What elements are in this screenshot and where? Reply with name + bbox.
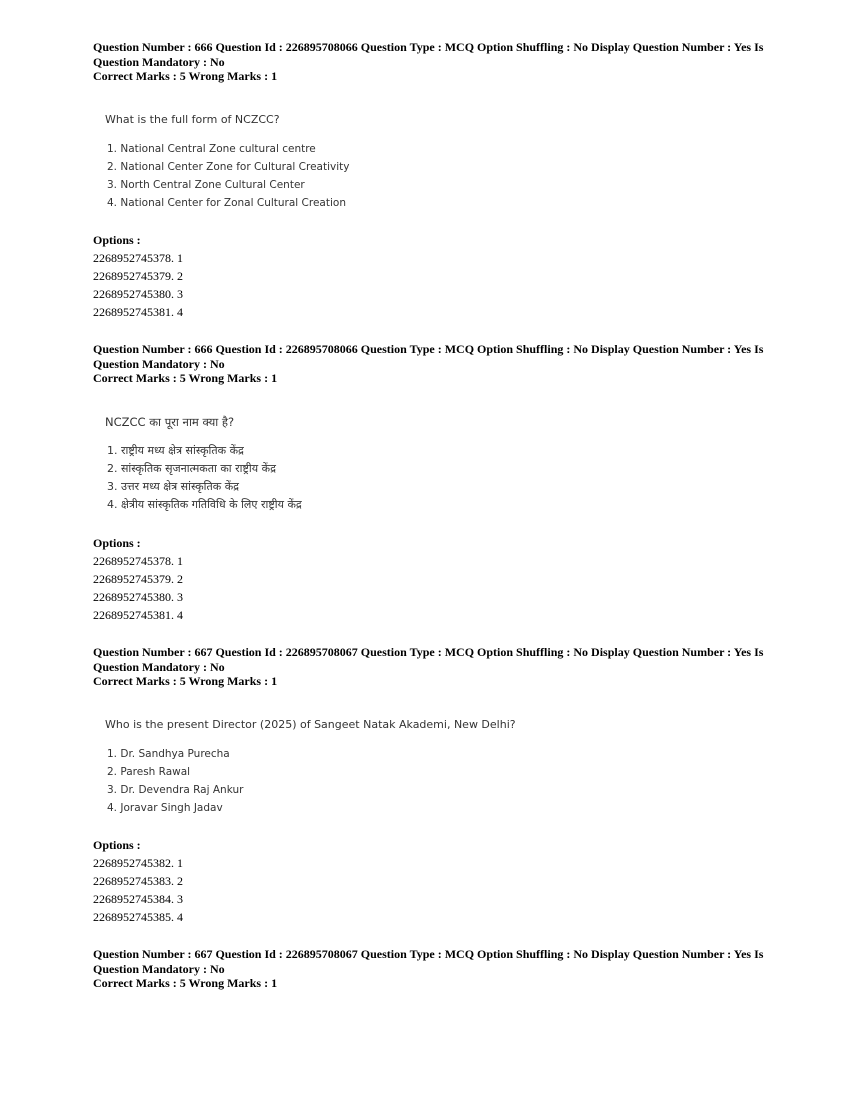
options-label: Options :	[93, 838, 141, 852]
question-header	[93, 342, 773, 386]
choice-item: 4. National Center for Zonal Cultural Creation	[107, 197, 346, 209]
question-meta-line: Question Number : 667 Question Id : 226895708067 Question Type : MCQ Option Shuffling : No Display Question Number : Yes Is	[93, 645, 764, 659]
question-header	[93, 947, 773, 991]
question-mandatory: Question Mandatory : No	[93, 356, 225, 371]
question-meta-line: Question Number : 667 Question Id : 226895708067 Question Type : MCQ Option Shuffling : No Display Question Number : Yes Is	[93, 947, 764, 961]
option-id: 2268952745385. 4	[93, 910, 183, 924]
question-choices	[105, 745, 725, 817]
options-label: Options :	[93, 233, 141, 247]
question-mandatory: Question Mandatory : No	[93, 961, 225, 976]
question-header	[93, 40, 773, 84]
question-marks: Correct Marks : 5 Wrong Marks : 1	[93, 674, 278, 688]
choice-item: 4. Joravar Singh Jadav	[107, 802, 223, 814]
options-label: Options :	[93, 536, 141, 550]
choice-item: 3. North Central Zone Cultural Center	[107, 179, 305, 191]
choice-item: 3. उत्तर मध्य क्षेत्र सांस्कृतिक केंद्र	[107, 480, 240, 493]
question-marks: Correct Marks : 5 Wrong Marks : 1	[93, 976, 278, 990]
question-text: Who is the present Director (2025) of Sangeet Natak Akademi, New Delhi?	[105, 718, 516, 731]
option-id: 2268952745379. 2	[93, 269, 183, 283]
question-image	[105, 717, 725, 817]
choice-item: 4. क्षेत्रीय सांस्कृतिक गतिविधि के लिए राष्ट्रीय केंद्र	[107, 498, 302, 511]
question-header	[93, 645, 773, 689]
choice-item: 1. राष्ट्रीय मध्य क्षेत्र सांस्कृतिक केंद्र	[107, 444, 244, 457]
options-list	[93, 534, 393, 624]
option-id: 2268952745379. 2	[93, 572, 183, 586]
option-id: 2268952745384. 3	[93, 892, 183, 906]
option-id: 2268952745383. 2	[93, 874, 183, 888]
choice-item: 2. National Center Zone for Cultural Creativity	[107, 161, 350, 173]
question-choices	[105, 442, 725, 514]
question-choices	[105, 140, 725, 212]
options-list	[93, 231, 393, 321]
option-id: 2268952745382. 1	[93, 856, 183, 870]
option-id: 2268952745381. 4	[93, 305, 183, 319]
question-text: NCZCC का पूरा नाम क्या है?	[105, 415, 235, 429]
question-meta-line: Question Number : 666 Question Id : 226895708066 Question Type : MCQ Option Shuffling : No Display Question Number : Yes Is	[93, 342, 764, 356]
choice-item: 1. National Central Zone cultural centre	[107, 143, 316, 155]
option-id: 2268952745380. 3	[93, 287, 183, 301]
question-marks: Correct Marks : 5 Wrong Marks : 1	[93, 371, 278, 385]
choice-item: 2. सांस्कृतिक सृजनात्मकता का राष्ट्रीय केंद्र	[107, 462, 276, 475]
option-id: 2268952745381. 4	[93, 608, 183, 622]
question-mandatory: Question Mandatory : No	[93, 54, 225, 69]
choice-item: 2. Paresh Rawal	[107, 766, 191, 778]
question-mandatory: Question Mandatory : No	[93, 659, 225, 674]
question-text: What is the full form of NCZCC?	[105, 113, 280, 126]
option-id: 2268952745378. 1	[93, 251, 183, 265]
option-id: 2268952745378. 1	[93, 554, 183, 568]
question-meta-line: Question Number : 666 Question Id : 226895708066 Question Type : MCQ Option Shuffling : No Display Question Number : Yes Is	[93, 40, 764, 54]
question-marks: Correct Marks : 5 Wrong Marks : 1	[93, 69, 278, 83]
question-image	[105, 112, 725, 212]
choice-item: 3. Dr. Devendra Raj Ankur	[107, 784, 244, 796]
choice-item: 1. Dr. Sandhya Purecha	[107, 748, 230, 760]
question-image	[105, 414, 725, 514]
option-id: 2268952745380. 3	[93, 590, 183, 604]
options-list	[93, 836, 393, 926]
